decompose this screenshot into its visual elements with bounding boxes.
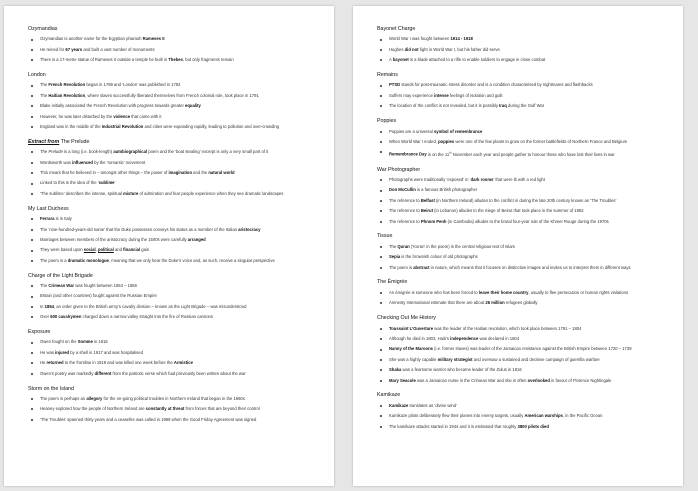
text-run: The Prelude [40,149,63,155]
text-run: Mary Seacole [389,377,416,383]
list-item [28,227,318,233]
text-run: influenced [72,159,93,165]
list-item [377,149,667,158]
text-run: , but only fragments remain [182,57,234,63]
text-run: Marriages between members of the aristocracy during the 1500s were carefully [40,236,188,242]
text-run: is a blade attached to a rifle to enable soldiers to engage in close combat [408,57,546,63]
text-run: PTSD [389,82,401,88]
text-run: poppies [438,138,455,144]
text-run: in 1916 [92,339,108,345]
text-run: The reference to [389,197,421,203]
text-run: Beirut [420,208,433,214]
text-run: American warships [524,413,563,419]
text-run: Kamikaze pilots deliberately flew their planes into enemy targets, usually [389,413,525,419]
section-heading: Checking Out Me History [377,315,436,322]
text-run: Owen fought on the [40,339,78,345]
text-run: 67 years [65,46,83,52]
list-item [28,124,318,130]
list-item [28,406,318,412]
text-run: feelings of isolation and guilt [448,92,503,98]
text-run: ‘The sublime’ describes the intense, spiritual [40,190,124,196]
text-run: They were based upon [40,247,84,253]
section-london [28,72,318,130]
text-run: The reference to [389,218,421,224]
section-war-photographer [377,167,667,225]
text-run: Haitian Revolution [48,92,86,98]
section-heading: War Photographer [377,166,421,173]
text-run: The poem is [389,264,414,270]
list-item [377,300,667,306]
text-run: independence [450,335,479,341]
text-run: The location of the conflict is not revealed, but it is possibly [389,103,500,109]
list-item [28,304,318,310]
bullet-list [377,326,667,384]
text-run: dramatic monologue [67,257,109,263]
list-item [28,339,318,345]
text-run: and [113,247,124,253]
list-item [28,149,318,155]
list-item [377,36,667,42]
text-run: Poppies are a universal [389,128,434,134]
list-item [377,129,667,135]
list-item [377,357,667,363]
list-item [28,93,318,99]
text-run: An émigrée is someone who has been forced to [389,289,479,295]
list-item [28,360,318,366]
document-page-right [353,6,683,486]
list-item [377,93,667,99]
list-item [377,254,667,260]
text-run: symbol of remembrance [433,128,483,134]
text-run: ‘The Troubles’ spanned thirty years and a ceasefire was called in 1998 when the Good Friday Agreement was signed [40,416,257,422]
text-run: overlooked [527,377,550,383]
list-item [377,403,667,409]
section-extract-from-the-prelude [28,139,318,197]
document-page-left [4,6,334,486]
text-run: , usually to flee persecution or human rights violations [528,289,629,295]
section-heading: My Last Duchess [28,205,69,212]
text-run: to the frontline in 1918 and was killed one week before the [63,360,174,366]
section-heading: Tissue [377,233,393,240]
section-heading: London [28,72,46,79]
section-poppies [377,118,667,158]
text-run: injured [55,349,70,355]
list-item [377,424,667,430]
text-run: The [40,82,49,88]
bullet-list [28,36,318,63]
text-run: Nanny of the Maroons [389,346,433,352]
list-item [28,180,318,186]
bullet-list [377,290,667,307]
text-run: , meaning that we only hear the Duke’s voice and, as such, receive a singular perspective [108,257,275,263]
text-run: Amnesty International estimate that there are about [389,300,486,306]
text-run: The [40,282,49,288]
section-heading: Charge of the Light Brigade [28,272,93,279]
list-item [28,314,318,320]
list-item [377,187,667,193]
text-run: was a Jamaican nurse in the Crimean War and she is often [415,377,528,383]
text-run: was a fearsome warrior who became leader of the Zulus in 1816 [401,367,522,373]
text-run: French Revolution [48,82,86,88]
list-item [377,378,667,384]
heading-part: The Prelude [59,138,90,145]
text-run: by the ‘romantic’ movement [93,159,146,165]
text-run: , an order given to the British army’s cavalry division – known as the Light Brigade – was misunderstood [53,303,247,309]
text-run: violence [113,113,131,119]
bullet-list [377,177,667,225]
text-run: The [40,92,49,98]
section-bayonet-charge [377,26,667,63]
list-item [377,346,667,352]
list-item [28,36,318,42]
list-item [377,82,667,88]
text-run: Armistice [173,360,193,366]
text-run: and the [192,170,209,176]
text-run: Quran [397,243,410,249]
section-heading: Exposure [28,329,51,336]
section-heading: Ozymandias [28,26,58,32]
text-run: Rameses II [142,36,165,42]
list-item [377,219,667,225]
list-item [377,336,667,342]
text-run: imagination [168,170,192,176]
section-kamikaze [377,392,667,429]
bullet-list [28,82,318,130]
section-charge-of-the-light-brigade [28,273,318,321]
list-item [28,114,318,120]
section-heading [28,139,318,146]
text-run: equality [185,103,201,109]
section-heading: Kamikaze [377,392,401,399]
text-run: Iraq [499,103,507,109]
list-item [28,47,318,53]
list-item [28,237,318,243]
text-run: He [40,360,47,366]
bullet-list [377,82,667,109]
list-item [28,417,318,423]
text-run: The [389,243,398,249]
text-run: There is a 17-metre statue of Rameses II outside a temple he built in [40,57,169,63]
text-run: from forces that are beyond their control [184,406,260,412]
text-run: Phnom Penh [420,218,447,224]
list-item [377,326,667,332]
section-heading: Poppies [377,118,397,125]
list-item [28,160,318,166]
list-item [28,247,318,253]
list-item [28,82,318,88]
text-run: was fought between 1853 – 1856 [74,282,137,288]
text-run: Somme [77,339,93,345]
section-my-last-duchess [28,206,318,264]
text-run: arranged [187,236,206,242]
text-run: refugees globally [504,300,538,306]
text-run: is on the 11th November each year and people gather to honour those who have lost their lives in war [426,150,615,157]
text-run: Wordsworth was [40,159,73,165]
text-run: Industrial Revolution [101,124,144,130]
list-item [377,47,667,53]
text-run: is a long (i.e. book-length) [62,149,114,155]
text-run: 3800 pilots died [517,423,549,429]
text-run: aristocracy [238,226,261,232]
text-run: He reined for [40,46,66,52]
text-run: was the leader of the Haitian revolution, which took place between 1791 – 1804 [433,325,582,331]
list-item [377,244,667,250]
text-run: A [389,57,393,63]
text-run: Sepia [389,254,401,260]
text-run: Kamikaze [389,402,409,408]
list-item [377,177,667,183]
text-run: from the patriotic verse which had previously been written about the war [111,370,246,376]
text-run: ’ [114,180,116,186]
text-run: intense [434,92,449,98]
text-run: Belfast [420,197,435,203]
section-the-migr-e [377,279,667,306]
text-run: different [94,370,112,376]
text-run: began in 1789 and ‘London’ was published in 1792 [85,82,181,88]
text-run: Photographs were traditionally ‘exposed’ in ‘ [389,176,471,182]
text-run: ’ that were lit with a red light [493,176,545,182]
list-item [28,170,318,176]
text-run: autobiographical [113,149,148,155]
list-item [377,208,667,214]
text-run: sublime [98,180,115,186]
text-run: of admiration and fear people experience when they see dramatic landscapes [138,190,284,196]
text-run: financial [123,247,141,253]
list-item [28,57,318,63]
text-run: bayonet [392,57,409,63]
text-run: stands for post-traumatic stress disorder and is a condition characterised by nightmares and flashbacks [400,82,593,88]
text-run: translates as ‘divine wind’ [408,402,457,408]
text-run: was declared in 1804 [478,335,520,341]
list-item [377,290,667,296]
text-run: political [97,247,114,253]
text-run: Britain (and other countries) fought against the Russian Empire [40,293,157,299]
text-run: mixture [123,190,139,196]
text-run: The ‘nine-hundred-years-old name’ that the Duke possesses conveys his status as a member of the Italian [40,226,239,232]
list-item [28,396,318,402]
list-item [28,103,318,109]
list-item [377,367,667,373]
list-item [28,216,318,222]
text-run: However, he was later disturbed by the [40,113,114,119]
list-item [28,283,318,289]
text-run: fight in World War I, but his father did serve [418,46,500,52]
list-item [377,265,667,271]
text-run: (in Northern Ireland) alludes to the conflict in during the late 20th century known as ‘The Troubles’ [434,197,617,203]
bullet-list [377,36,667,63]
text-run: The kamikaze attacks started in 1944 and it is estimated that roughly [389,423,518,429]
text-run: charged down a narrow valley straight into the fire of Russian cannons [81,314,213,320]
text-run: social [83,247,96,253]
section-heading: Remains [377,72,398,79]
text-run: (‘Koran’ in the poem) is the central religious text of Islam [409,243,516,249]
text-run: poem and the ‘boat stealing’ excerpt is only a very small part of it [147,149,269,155]
section-heading: Storm on the Island [28,385,74,392]
text-run: leave their home country [478,289,529,295]
text-run: constantly at threat [145,406,185,412]
text-run: were one of the few plants to grow on the former battlefields of Northern France and Belgium [454,138,628,144]
heading-part: Extract from [28,138,60,145]
text-run: that came with it [130,113,162,119]
text-run: Ferrara [40,216,55,222]
text-run: The poem is perhaps an [40,395,87,401]
text-run: in nature, which means that it focuses on distinctive images and invites us to interpret them in different ways [429,264,631,270]
text-run: 600 cavalrymen [50,314,82,320]
section-remains [377,72,667,109]
section-tissue [377,233,667,270]
list-item [377,103,667,109]
list-item [377,413,667,419]
bullet-list [377,129,667,158]
text-run: Don McCullin [389,187,416,193]
text-run: In [40,303,45,309]
bullet-list [28,216,318,264]
text-run: Hughes [389,46,405,52]
text-run: returned [46,360,64,366]
list-item [377,139,667,145]
text-run: , in the Pacific Ocean [562,413,603,419]
list-item [28,258,318,264]
text-run: Crimean War [48,282,75,288]
section-ozymandias [28,26,318,63]
bullet-list [377,244,667,271]
section-exposure [28,329,318,377]
text-run: Shaka [389,367,402,373]
list-item [377,57,667,63]
text-run: She was a highly capable [389,356,438,362]
text-run: gain [140,247,150,253]
text-run: during the Gulf War [506,103,545,109]
list-item [28,350,318,356]
text-run: dark rooms [470,176,494,182]
bullet-list [28,149,318,197]
text-run: allegory [86,395,103,401]
text-run: This meant that he believed in – amongst other things – the power of [40,170,169,176]
text-run: and cities were expanding rapidly, leading to pollution and over-crowding [143,124,279,130]
text-run: Although he died in 1803, Haiti’s [389,335,451,341]
text-run: Blake initially associated the French Revolution with progress towards greater [40,103,186,109]
text-run: 1854 [44,303,54,309]
bullet-list [28,396,318,423]
text-run: military strategist [437,356,473,362]
text-run: World War I was fought between [389,36,451,42]
text-run: is the brownish colour of old photographs [400,254,478,260]
text-run: The reference to [389,208,421,214]
bullet-list [28,339,318,376]
text-run: Thebes [168,57,183,63]
text-run: Over [40,314,51,320]
text-run: 1914 - 1918 [450,36,473,42]
text-run: , [95,247,98,253]
text-run: (i.e. former slaves) was leader of the Jamaican resistance against the British Empire between 1720 – 1739 [432,346,632,352]
text-run: abstract [413,264,430,270]
text-run: He was [40,349,56,355]
text-run: natural world [208,170,235,176]
list-item [28,293,318,299]
section-storm-on-the-island [28,386,318,423]
list-item [28,371,318,377]
text-run: Owen’s poetry was markedly [40,370,95,376]
text-run: Toussaint L’Ouverture [389,325,434,331]
text-run: for the on-going political troubles in Northern Ireland that began in the 1960s [102,395,245,401]
text-run: Remembrance Day [389,151,427,157]
text-run: did not [404,46,419,52]
text-run: is a famous British photographer [415,187,478,193]
section-heading: The Émigrée [377,279,408,286]
text-run: Linked to this is the idea of the ‘ [40,180,99,186]
list-item [377,198,667,204]
text-run: When World War I ended, [389,138,439,144]
text-run: , where slaves successfully liberated themselves from French colonial rule, took place in 1791 [85,92,259,98]
text-run: and built a vast number of monuments [82,46,155,52]
text-run: is in Italy [54,216,72,222]
section-checking-out-me-history [377,315,667,384]
list-item [28,191,318,197]
bullet-list [28,283,318,320]
text-run: and oversaw a sustained and decisive campaign of guerrilla warfare [472,356,600,362]
section-heading: Bayonet Charge [377,26,416,32]
text-run: The poem is a [40,257,68,263]
text-run: in favour of Florence Nightingale [549,377,612,383]
text-run: Ozymandias is another name for the Egyptian pharaoh [40,36,143,42]
text-run: Heaney explored how the people of Northern Ireland are [40,406,146,412]
text-run: England was in the middle of the [40,124,102,130]
text-run: (in Lebanon) alludes to the Siege of Beirut that took place in the summer of 1982 [433,208,584,214]
text-run: 26 million [485,300,505,306]
text-run: (in Cambodia) alludes to the brutal four-year rule of the Khmer Rouge during the 1970s [446,218,609,224]
text-run: by a shell in 1917 and was hospitalised [69,349,143,355]
bullet-list [377,403,667,430]
text-run: Suffers may experience [389,92,435,98]
